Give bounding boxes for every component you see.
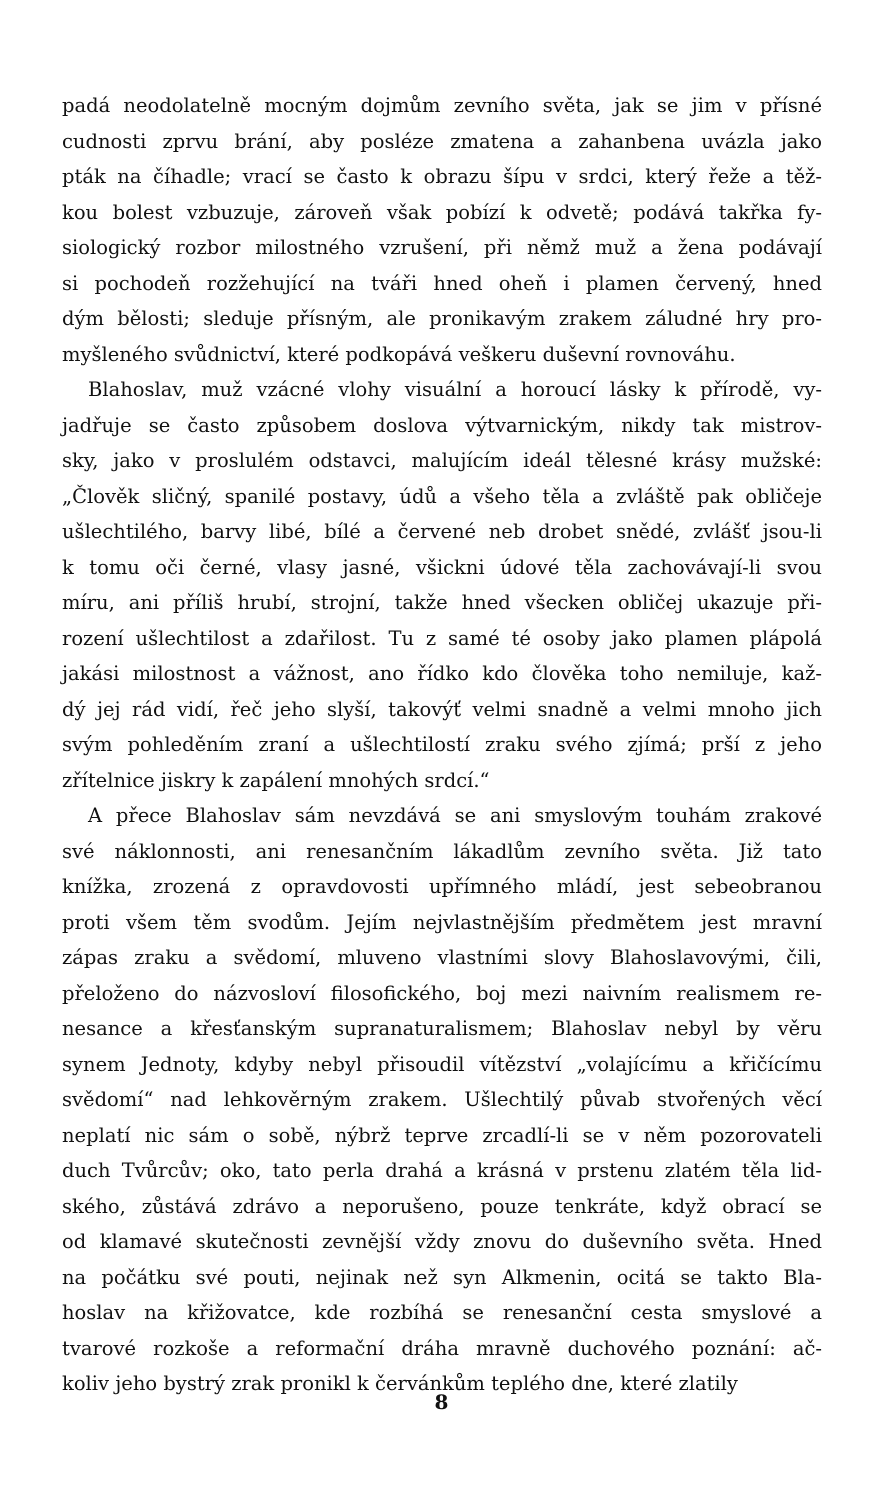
text-line: „Člověk sličný, spanilé postavy, údů a všeho těla a zvláště pak obličeje xyxy=(62,484,822,508)
text-line: jakási milostnost a vážnost, ano řídko kdo člověka toho nemiluje, kaž- xyxy=(62,662,822,685)
text-line: rození ušlechtilost a zdařilost. Tu z samé té osoby jako plamen plápolá xyxy=(62,626,822,650)
text-line: siologický rozbor milostného vzrušení, při němž muž a žena podávají xyxy=(62,236,822,259)
text-line: cudnosti zprvu brání, aby posléze zmatena a zahanbena uvázla jako xyxy=(62,129,822,153)
text-line: knížka, zrozená z opravdovosti upřímného mládí, jest sebeobranou xyxy=(62,875,822,898)
text-line: ského, zůstává zdrávo a neporušeno, pouze tenkráte, když obrací se xyxy=(62,1194,822,1218)
text-line: myšleného svůdnictví, které podkopává veškeru duševní rovnováhu. xyxy=(62,342,736,366)
text-line: pták na číhadle; vrací se často k obrazu šípu v srdci, který řeže a těž- xyxy=(62,165,822,188)
text-line: synem Jednoty, kdyby nebyl přisoudil vítězství „volajícímu a křičícímu xyxy=(62,1052,822,1076)
text-line: nesance a křesťanským supranaturalismem; Blahoslav nebyl by věru xyxy=(62,1017,822,1040)
text-line: na počátku své pouti, nejinak než syn Alkmenin, ocitá se takto Bla- xyxy=(62,1265,822,1289)
text-line: zřítelnice jiskry k zapálení mnohých srdcí.“ xyxy=(62,768,490,792)
text-line: hoslav na křižovatce, kde rozbíhá se renesanční cesta smyslové a xyxy=(62,1301,822,1324)
text-line: k tomu oči černé, vlasy jasné, všickni údové těla zachovávají-li svou xyxy=(62,555,822,579)
text-line: ušlechtilého, barvy libé, bílé a červené neb drobet snědé, zvlášť jsou-li xyxy=(62,520,822,543)
text-line: Blahoslav, muž vzácné vlohy visuální a horoucí lásky k přírodě, vy- xyxy=(88,378,822,401)
text-line: od klamavé skutečnosti zevnější vždy znovu do duševního světa. Hned xyxy=(62,1230,822,1253)
text-line: koliv jeho bystrý zrak pronikl k červánkům teplého dne, které zlatily xyxy=(62,1372,738,1395)
page-number: 8 xyxy=(434,1390,449,1414)
text-line: dý jej rád vidí, řeč jeho slyší, takovýť velmi snadně a velmi mnoho jich xyxy=(62,697,822,721)
text-line: neplatí nic sám o sobě, nýbrž teprve zrcadlí-li se v něm pozorovateli xyxy=(62,1123,822,1147)
text-line: A přece Blahoslav sám nevzdává se ani smyslovým touhám zrakové xyxy=(88,804,822,827)
text-line: si pochodeň rozžehující na tváři hned oheň i plamen červený, hned xyxy=(62,271,822,295)
text-line: sky, jako v proslulém odstavci, malujícím ideál tělesné krásy mužské: xyxy=(62,449,822,472)
text-line: své náklonnosti, ani renesančním lákadlům zevního světa. Již tato xyxy=(62,839,822,863)
text-line: tvarové rozkoše a reformační dráha mravně duchového poznání: ač- xyxy=(62,1336,822,1360)
text-line: padá neodolatelně mocným dojmům zevního světa, jak se jim v přísné xyxy=(62,94,822,117)
text-line: jadřuje se často způsobem doslova výtvarnickým, nikdy tak mistrov- xyxy=(62,413,822,437)
text-line: svým pohleděním zraní a ušlechtilostí zraku svého zjímá; prší z jeho xyxy=(62,733,822,756)
text-line: kou bolest vzbuzuje, zároveň však pobízí k odvetě; podává takřka fy- xyxy=(62,200,822,224)
text-line: přeloženo do názvosloví filosofického, boj mezi naivním realismem re- xyxy=(62,981,822,1005)
text-line: míru, ani příliš hrubí, strojní, takže hned všecken obličej ukazuje při- xyxy=(62,591,822,614)
text-line: svědomí“ nad lehkověrným zrakem. Ušlechtilý půvab stvořených věcí xyxy=(62,1088,822,1111)
text-line: duch Tvůrcův; oko, tato perla drahá a krásná v prstenu zlatém těla lid- xyxy=(62,1159,822,1182)
text-line: dým bělosti; sleduje přísným, ale pronikavým zrakem záludné hry pro- xyxy=(62,307,822,330)
text-line: proti všem těm svodům. Jejím nejvlastnějším předmětem jest mravní xyxy=(62,910,822,934)
text-line: zápas zraku a svědomí, mluveno vlastními slovy Blahoslavovými, čili, xyxy=(62,946,822,969)
